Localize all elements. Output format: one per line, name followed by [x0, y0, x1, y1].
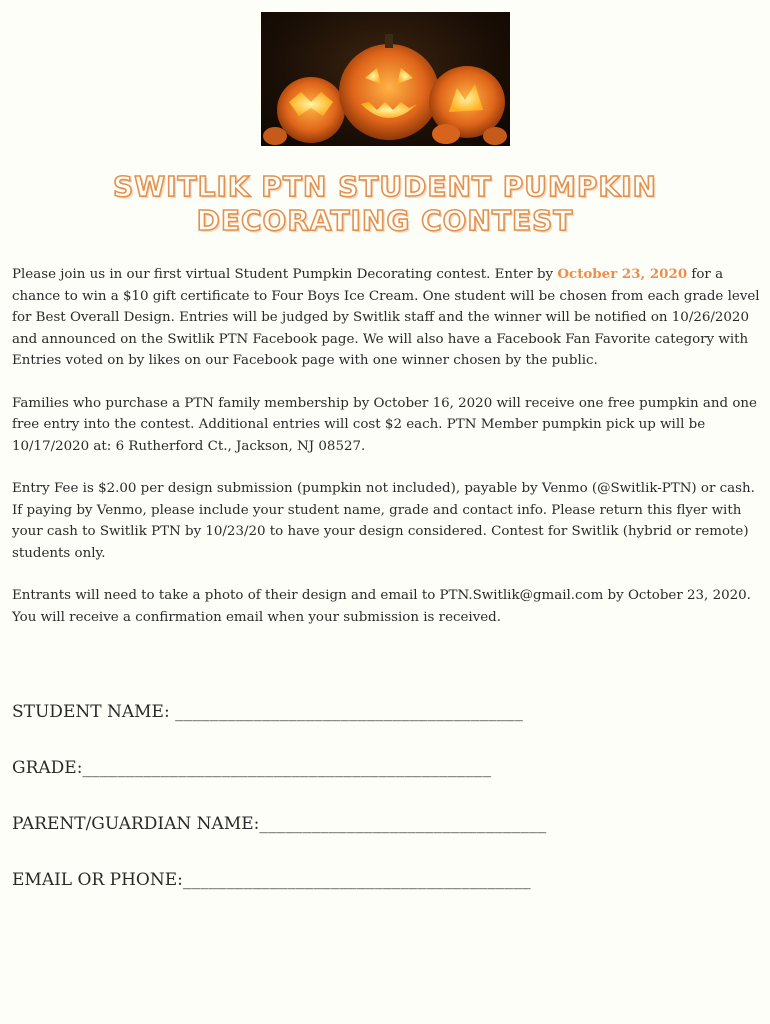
contest-title [0, 170, 770, 238]
grade-line[interactable]: _______________________________________________ [82, 758, 492, 778]
pumpkin-image [261, 12, 510, 146]
student-name-label: STUDENT NAME: [12, 702, 176, 722]
student-name-line[interactable]: ________________________________________ [175, 702, 524, 722]
paragraph-1-end: for a chance to win a $10 gift certificate to Four Boys Ice Cream. One student will be chosen from each grade level for Best Overall Design. Entries will be judged by Switlik staff and the winner will be notified on 10/26/2020 and announced on the Switlik PTN Facebook page. We will also have a Facebook Fan Favorite category with Entries voted on by likes on our Facebook page with one winner chosen by the public. [12, 267, 760, 368]
deadline-date: October 23, 2020 [557, 266, 688, 282]
paragraph-submission: Entrants will need to take a photo of their design and email to PTN.Switlik@gmail.com by October 23, 2020. You will receive a confirmation email when your submission is received. [12, 588, 751, 625]
parent-name-label: PARENT/GUARDIAN NAME: [12, 814, 260, 834]
email-phone-line[interactable]: ________________________________________ [182, 870, 531, 890]
student-name-field[interactable] [12, 700, 712, 724]
paragraph-1-start: Please join us in our first virtual Student Pumpkin Decorating contest. Enter by [12, 267, 558, 282]
entry-form [12, 700, 712, 924]
email-phone-field[interactable] [12, 868, 712, 892]
title-line-2: DECORATING CONTEST [196, 204, 574, 237]
grade-label: GRADE: [12, 758, 83, 778]
parent-name-field[interactable] [12, 812, 712, 836]
jack-o-lanterns-illustration [261, 12, 510, 146]
paragraph-membership: Families who purchase a PTN family membership by October 16, 2020 will receive one free pumpkin and one free entry into the contest. Additional entries will cost $2 each. PTN Member pumpkin pick up will be 10/17/2020 at: 6 Rutherford Ct., Jackson, NJ 08527. [12, 395, 757, 454]
paragraph-entry-fee: Entry Fee is $2.00 per design submission (pumpkin not included), payable by Venmo (@Switlik-PTN) or cash. If paying by Venmo, please include your student name, grade and contact info. Please return this flyer with your cash to Switlik PTN by 10/23/20 to have your design considered. Contest for Switlik (hybrid or remote) students only. [12, 481, 755, 561]
contest-details [12, 264, 760, 649]
parent-name-line[interactable]: _________________________________ [259, 814, 547, 834]
email-phone-label: EMAIL OR PHONE: [12, 870, 183, 890]
grade-field[interactable] [12, 756, 712, 780]
title-line-1: SWITLIK PTN STUDENT PUMPKIN [113, 170, 657, 203]
paragraph-entry-info [12, 264, 760, 372]
